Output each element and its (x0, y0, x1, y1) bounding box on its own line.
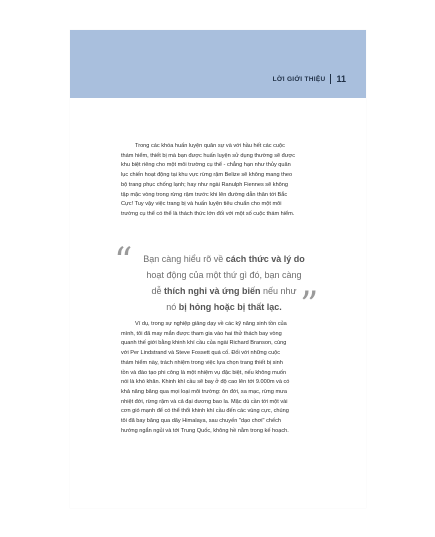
text-line: tồn và đào tạo phi công là một nhiệm vụ đặc biệt, nếu không muốn (121, 369, 287, 376)
quote-text: Bạn càng hiểu rõ về (143, 254, 226, 264)
text-line: bộ trang phục chống lạnh; hay như ngài Ranulph Fiennes sẽ không (121, 181, 289, 188)
running-header (273, 74, 346, 84)
text-line: khả năng băng qua mọi loại môi trường: ôn đới, sa mạc, rừng mưa (121, 388, 287, 395)
book-page (70, 30, 366, 508)
quote-text: nó (166, 302, 179, 312)
quote-line-2: hoạt động của một thứ gì đó, bạn càng (146, 270, 302, 280)
text-line: thám hiểm này, trách nhiệm trong việc lựa chọn trang thiết bị sinh (121, 359, 283, 366)
text-line: tôi đã bay băng qua dãy Himalaya, sau chuyến "dạo chơi" chếch (121, 418, 282, 425)
open-quote-mark: “ (114, 241, 133, 282)
text-line: quanh thế giới bằng khinh khí cầu của ngài Richard Branson, cùng (121, 340, 287, 347)
text-line: nhiệt đới, rừng rậm và cả đại dương bao la. Mặc dù cần tới một vài (121, 398, 288, 405)
text-line: Cực! Tuy vậy việc trang bị và huấn luyện tiêu chuẩn cho một môi (121, 201, 282, 208)
quote-emphasis: cách thức và lý do (225, 254, 305, 264)
text-line: tập mặc vòng trong rừng rậm trước khi lên đường dẫn thân tới Bắc (121, 191, 288, 198)
text-line: mình, tôi đã may mắn được tham gia vào hai thử thách bay vòng (121, 330, 282, 337)
text-line: nói là khó khăn. Khinh khí cầu sẽ bay ở độ cao lên tới 9.000m và có (121, 379, 290, 386)
text-line: cơn gió mạnh để có thể thổi khinh khí cầu đến các vùng cực, chúng (121, 408, 289, 415)
text-line: khu biệt riêng cho một môi trường cụ thể - chẳng hạn như thủy quân (121, 162, 291, 169)
text-line: Trong các khóa huấn luyện quân sự và với hầu hết các cuộc (135, 143, 285, 149)
close-quote-mark: ” (300, 285, 319, 326)
page-number: 11 (336, 74, 346, 84)
body-paragraph-2 (121, 320, 329, 436)
section-title: LỜI GIỚI THIỆU (272, 75, 326, 83)
text-line: lục chiến hoạt động tại khu vực rừng rậm Belize sẽ không mang theo (121, 172, 293, 179)
quote-text: nếu như (260, 286, 297, 296)
quote-line-1 (114, 254, 334, 264)
body-paragraph-1 (121, 142, 329, 220)
text-line: Ví dụ, trong sự nghiệp giảng dạy về các kỹ năng sinh tồn của (135, 321, 287, 327)
text-line: trường cụ thể có thể là thách thức lớn đối với một số cuộc thám hiểm. (121, 210, 295, 217)
quote-text: dễ (151, 286, 164, 296)
text-line: hướng ngắn ngủi và tới Trung Quốc, không hề nằm trong kế hoạch. (121, 427, 289, 434)
quote-emphasis: bị hỏng hoặc bị thất lạc. (178, 302, 282, 312)
header-divider (330, 74, 331, 84)
quote-emphasis: thích nghi và ứng biến (163, 286, 261, 296)
text-line: với Per Lindstrand và Steve Fossett quá cố. Đối với những cuộc (121, 350, 281, 357)
header-band (70, 30, 366, 98)
text-line: thám hiểm, thiết bị mà bạn được huấn luyện sử dụng thường sẽ được (121, 152, 295, 159)
